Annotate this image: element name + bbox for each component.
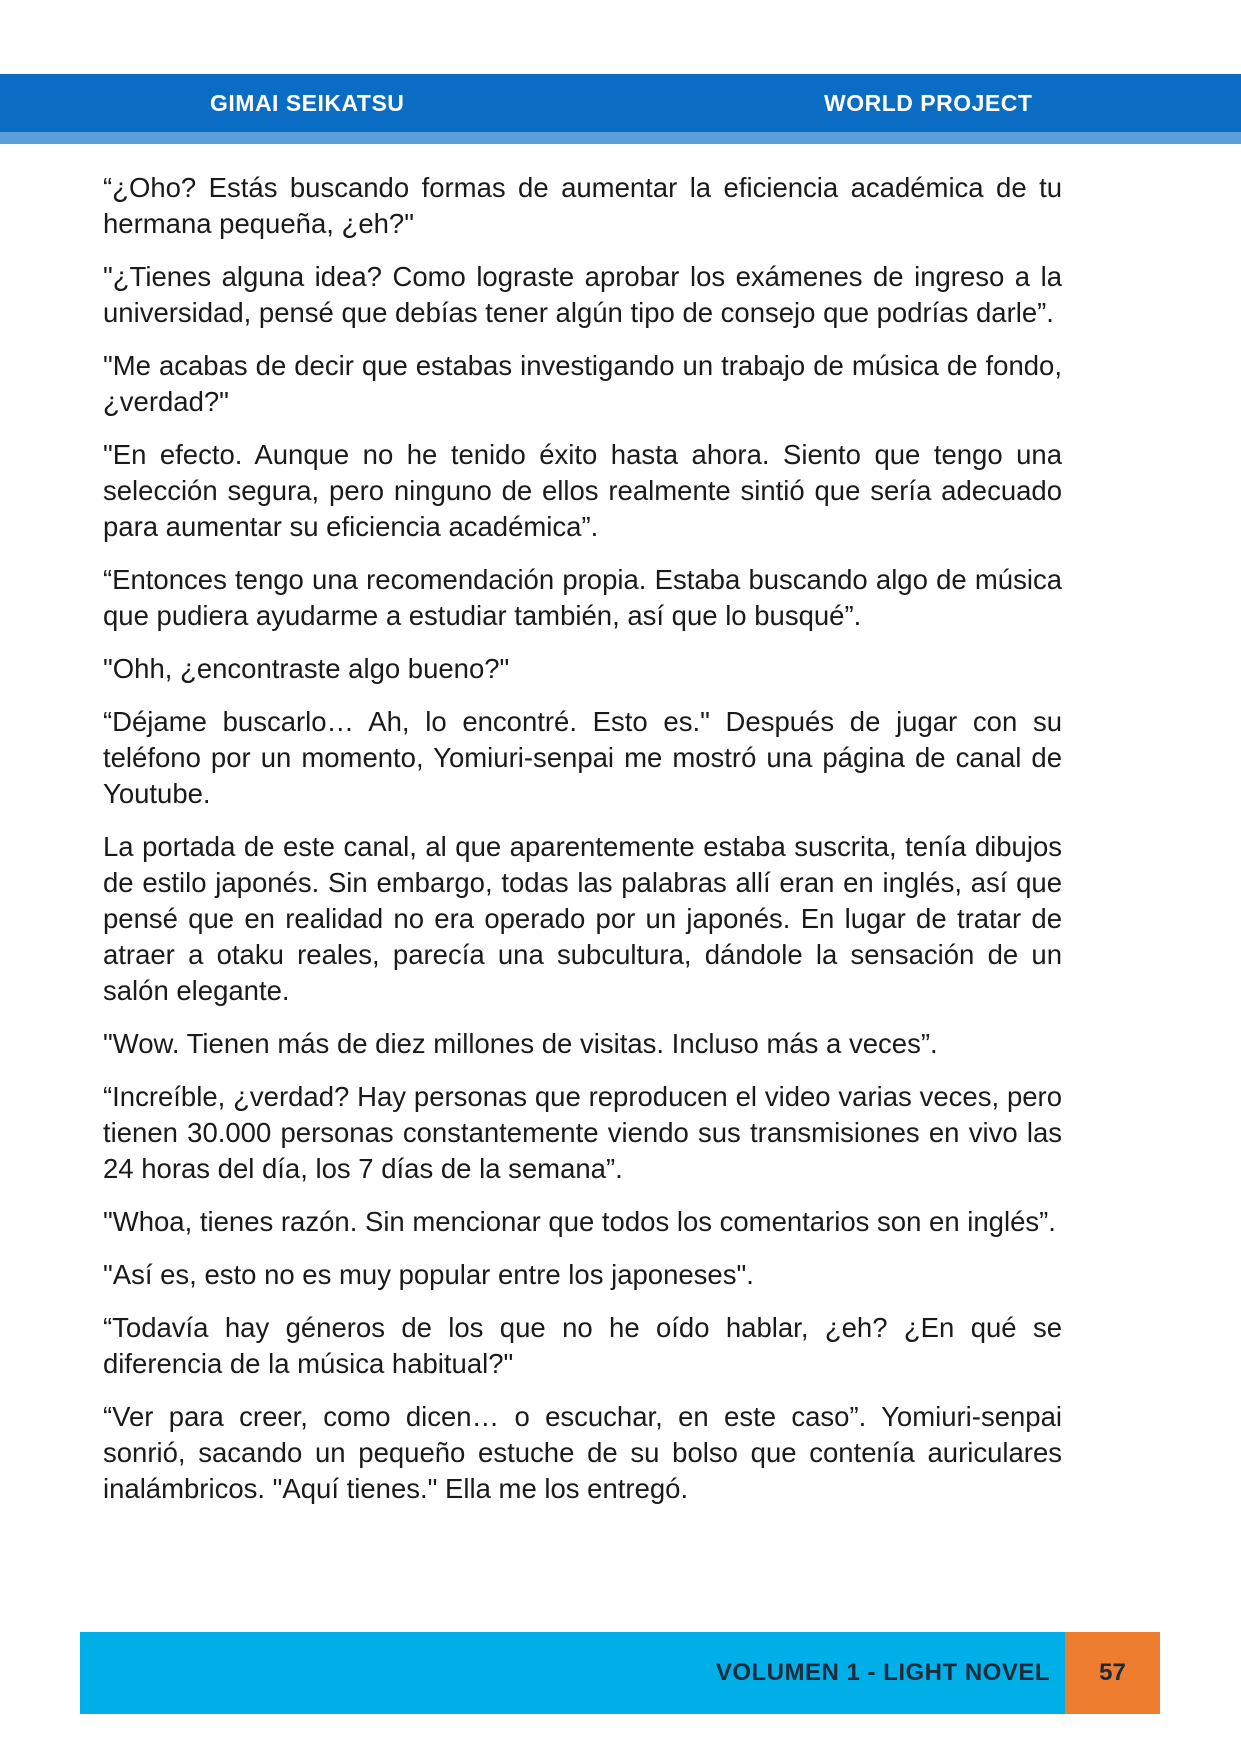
paragraph: "En efecto. Aunque no he tenido éxito hasta ahora. Siento que tengo una selección segura, pero ninguno de ellos realmente sintió que sería adecuado para aumentar su eficiencia académica”. [103, 439, 1062, 542]
paragraph: “Entonces tengo una recomendación propia. Estaba buscando algo de música que pudiera ayudarme a estudiar también, así que lo busqué”. [103, 564, 1062, 631]
paragraph: "¿Tienes alguna idea? Como lograste aprobar los exámenes de ingreso a la universidad, pensé que debías tener algún tipo de consejo que podrías darle”. [103, 261, 1062, 328]
page-footer [80, 1632, 1065, 1714]
page-number: 57 [1065, 1632, 1160, 1714]
paragraph: La portada de este canal, al que aparentemente estaba suscrita, tenía dibujos de estilo japonés. Sin embargo, todas las palabras allí eran en inglés, así que pensé que en realidad no era operado por un japonés. En lugar de tratar de atraer a otaku reales, parecía una subcultura, dándole la sensación de un salón elegante. [103, 831, 1062, 1006]
header-project-title: WORLD PROJECT [824, 90, 1033, 116]
paragraph: "Wow. Tienen más de diez millones de visitas. Incluso más a veces”. [103, 1028, 938, 1059]
header-book-title: GIMAI SEIKATSU [210, 90, 405, 116]
paragraph: "Ohh, ¿encontraste algo bueno?" [103, 653, 510, 684]
paragraph: “Déjame buscarlo… Ah, lo encontré. Esto es." Después de jugar con su teléfono por un momento, Yomiuri-senpai me mostró una página de canal de Youtube. [103, 706, 1062, 809]
paragraph: "Me acabas de decir que estabas investigando un trabajo de música de fondo, ¿verdad?" [103, 350, 1062, 417]
paragraph: “¿Oho? Estás buscando formas de aumentar la eficiencia académica de tu hermana pequeña, ¿eh?" [103, 172, 1062, 239]
page-header [0, 74, 1241, 132]
page-body [103, 170, 1062, 1524]
paragraph: "Whoa, tienes razón. Sin mencionar que todos los comentarios son en inglés”. [103, 1206, 1056, 1237]
paragraph: “Ver para creer, como dicen… o escuchar, en este caso”. Yomiuri-senpai sonrió, sacando un pequeño estuche de su bolso que contenía auriculares inalámbricos. "Aquí tienes." Ella me los entregó. [103, 1401, 1062, 1504]
footer-volume-label: VOLUMEN 1 - LIGHT NOVEL [715, 1659, 1050, 1686]
paragraph: “Increíble, ¿verdad? Hay personas que reproducen el video varias veces, pero tienen 30.000 personas constantemente viendo sus transmisiones en vivo las 24 horas del día, los 7 días de la semana”. [103, 1081, 1062, 1184]
paragraph: “Todavía hay géneros de los que no he oído hablar, ¿eh? ¿En qué se diferencia de la música habitual?" [103, 1312, 1062, 1379]
header-underline [0, 132, 1241, 144]
paragraph: "Así es, esto no es muy popular entre los japoneses". [103, 1259, 754, 1290]
